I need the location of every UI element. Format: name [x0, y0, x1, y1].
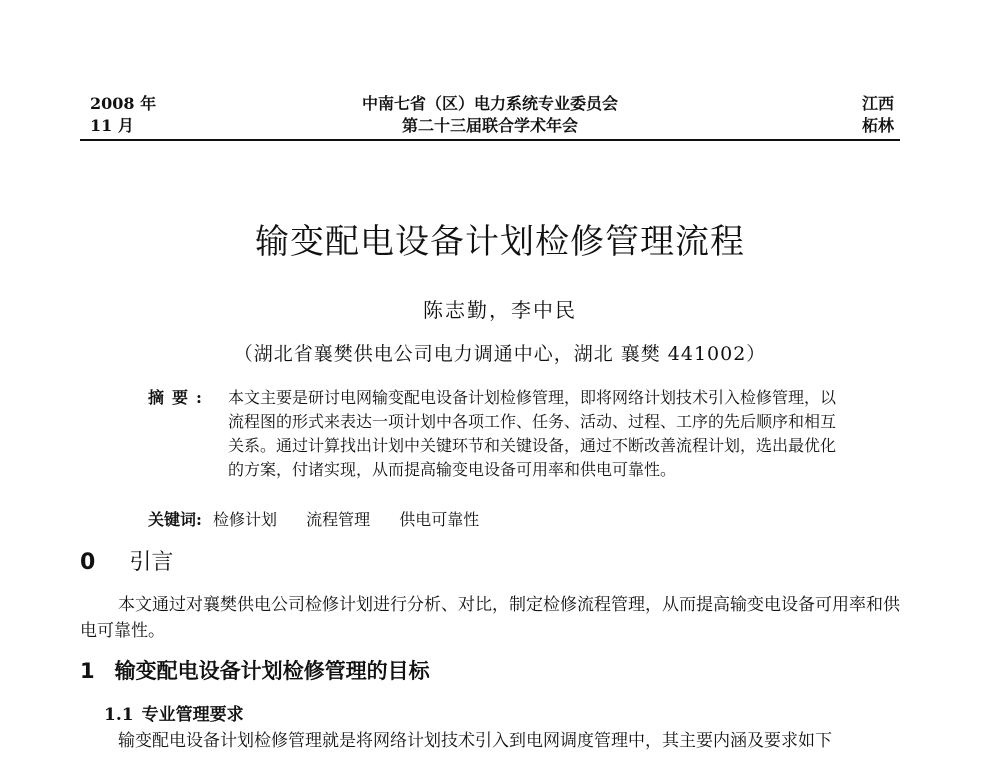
subsection-heading: [104, 703, 244, 727]
abstract-block: [148, 386, 848, 482]
running-header: [80, 93, 900, 141]
keywords-block: [148, 508, 497, 532]
header-place: 柘林: [861, 116, 894, 135]
section-title: 输变配电设备计划检修管理的目标: [114, 659, 430, 683]
keyword-item: 检修计划: [213, 510, 278, 529]
header-conference-line2: 第二十三届联合学术年会: [401, 116, 578, 135]
paper-title: 输变配电设备计划检修管理流程: [255, 222, 745, 262]
keyword-item: 供电可靠性: [399, 510, 480, 529]
section-heading-goals: [80, 656, 430, 686]
intro-paragraph: 本文通过对襄樊供电公司检修计划进行分析、对比，制定检修流程管理，从而提高输变电设备可用率和供电可靠性。: [80, 595, 900, 641]
header-conference: [80, 93, 900, 137]
abstract-text: 本文主要是研讨电网输变配电设备计划检修管理，即将网络计划技术引入检修管理，以流程图的形式来表达一项计划中各项工作、任务、活动、过程、工序的先后顺序和相互关系。通过计算找出计划中关键环节和关键设备，通过不断改善流程计划，选出最优化的方案，付诸实现，从而提高输变电设备可用率和供电可靠性。: [228, 388, 837, 479]
header-location: [862, 93, 894, 137]
body-paragraph: 输变配电设备计划检修管理就是将网络计划技术引入到电网调度管理中，其主要内涵及要求如下: [118, 731, 832, 751]
header-year: 2008 年: [90, 94, 157, 113]
header-month: 11 月: [90, 116, 134, 135]
section-heading-intro: [80, 548, 173, 578]
header-conference-line1: 中南七省（区）电力系统专业委员会: [361, 94, 618, 113]
section-number: 0: [80, 550, 96, 575]
header-province: 江西: [861, 94, 894, 113]
section-title: 引言: [129, 550, 174, 575]
paper-affiliation: （湖北省襄樊供电公司电力调通中心，湖北 襄樊 441002）: [233, 343, 767, 365]
paper-authors: 陈志勤，李中民: [423, 298, 577, 322]
keyword-item: 流程管理: [306, 510, 371, 529]
keywords-label: 关键词:: [148, 510, 202, 529]
section-number: 1: [80, 659, 95, 683]
subsection-number: 1.1: [104, 705, 134, 725]
abstract-label: 摘要:: [148, 388, 210, 407]
subsection-title: 专业管理要求: [141, 705, 244, 725]
